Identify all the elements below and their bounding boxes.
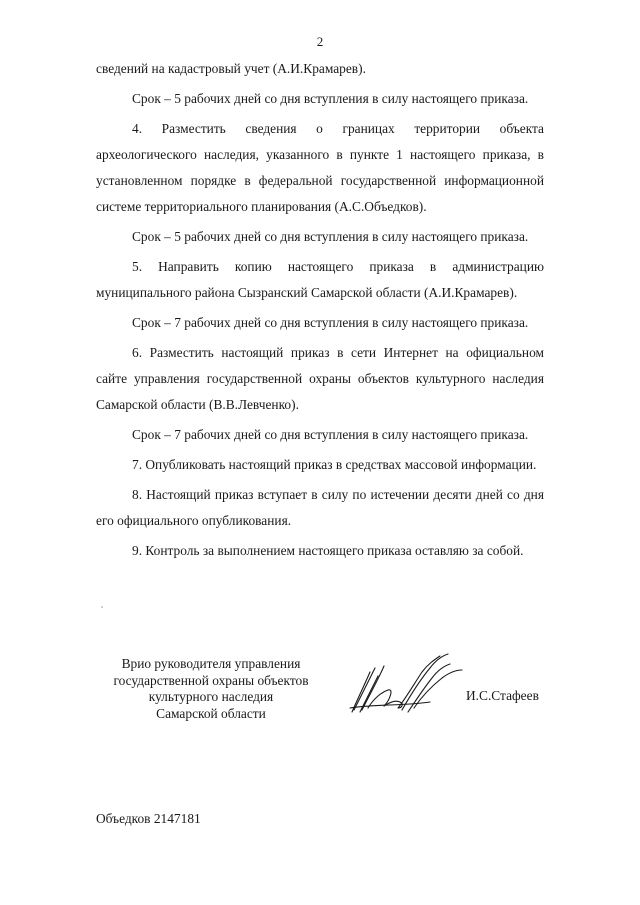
executor-line: Объедков 2147181 [96,811,201,826]
handwritten-signature [344,650,466,722]
position-line: культурного наследия [148,689,274,704]
paragraph-item-4: 4. Разместить сведения о границах территории объекта археологического наследия, указанного в пункте 1 настоящего приказа, в установленном порядке в федеральной государственной информационной системе территориального планирования (А.С.Объедков). [96,121,544,214]
paragraph-item-6: 6. Разместить настоящий приказ в сети Интернет на официальном сайте управления государственной охраны объектов культурного наследия Самарской области (В.В.Левченко). [96,345,544,412]
paragraph-deadline-1: Срок – 5 рабочих дней со дня вступления в силу настоящего приказа. [132,91,529,106]
position-line: Врио руководителя управления [121,656,301,671]
order-body [96,56,544,564]
paragraph-cadastral-end: сведений на кадастровый учет (А.И.Крамарев). [96,61,366,76]
paragraph-item-5: 5. Направить копию настоящего приказа в администрацию муниципального района Сызранский Самарской области (А.И.Крамарев). [96,259,544,300]
paragraph-deadline-2: Срок – 5 рабочих дней со дня вступления в силу настоящего приказа. [132,229,529,244]
paragraph-deadline-3: Срок – 7 рабочих дней со дня вступления в силу настоящего приказа. [132,315,529,330]
position-line: государственной охраны объектов [113,672,309,688]
position-line: Самарской области [156,705,266,721]
scan-speck [101,606,103,608]
signer-name: И.С.Стафеев [466,688,539,703]
paragraph-item-7: 7. Опубликовать настоящий приказ в средствах массовой информации. [132,457,537,472]
signatory-position [100,656,322,722]
paragraph-item-9: 9. Контроль за выполнением настоящего приказа оставляю за собой. [132,543,524,558]
paragraph-deadline-4: Срок – 7 рабочих дней со дня вступления в силу настоящего приказа. [132,427,529,442]
page-number: 2 [316,34,324,49]
paragraph-item-8: 8. Настоящий приказ вступает в силу по истечении десяти дней со дня его официального опубликования. [96,487,544,528]
